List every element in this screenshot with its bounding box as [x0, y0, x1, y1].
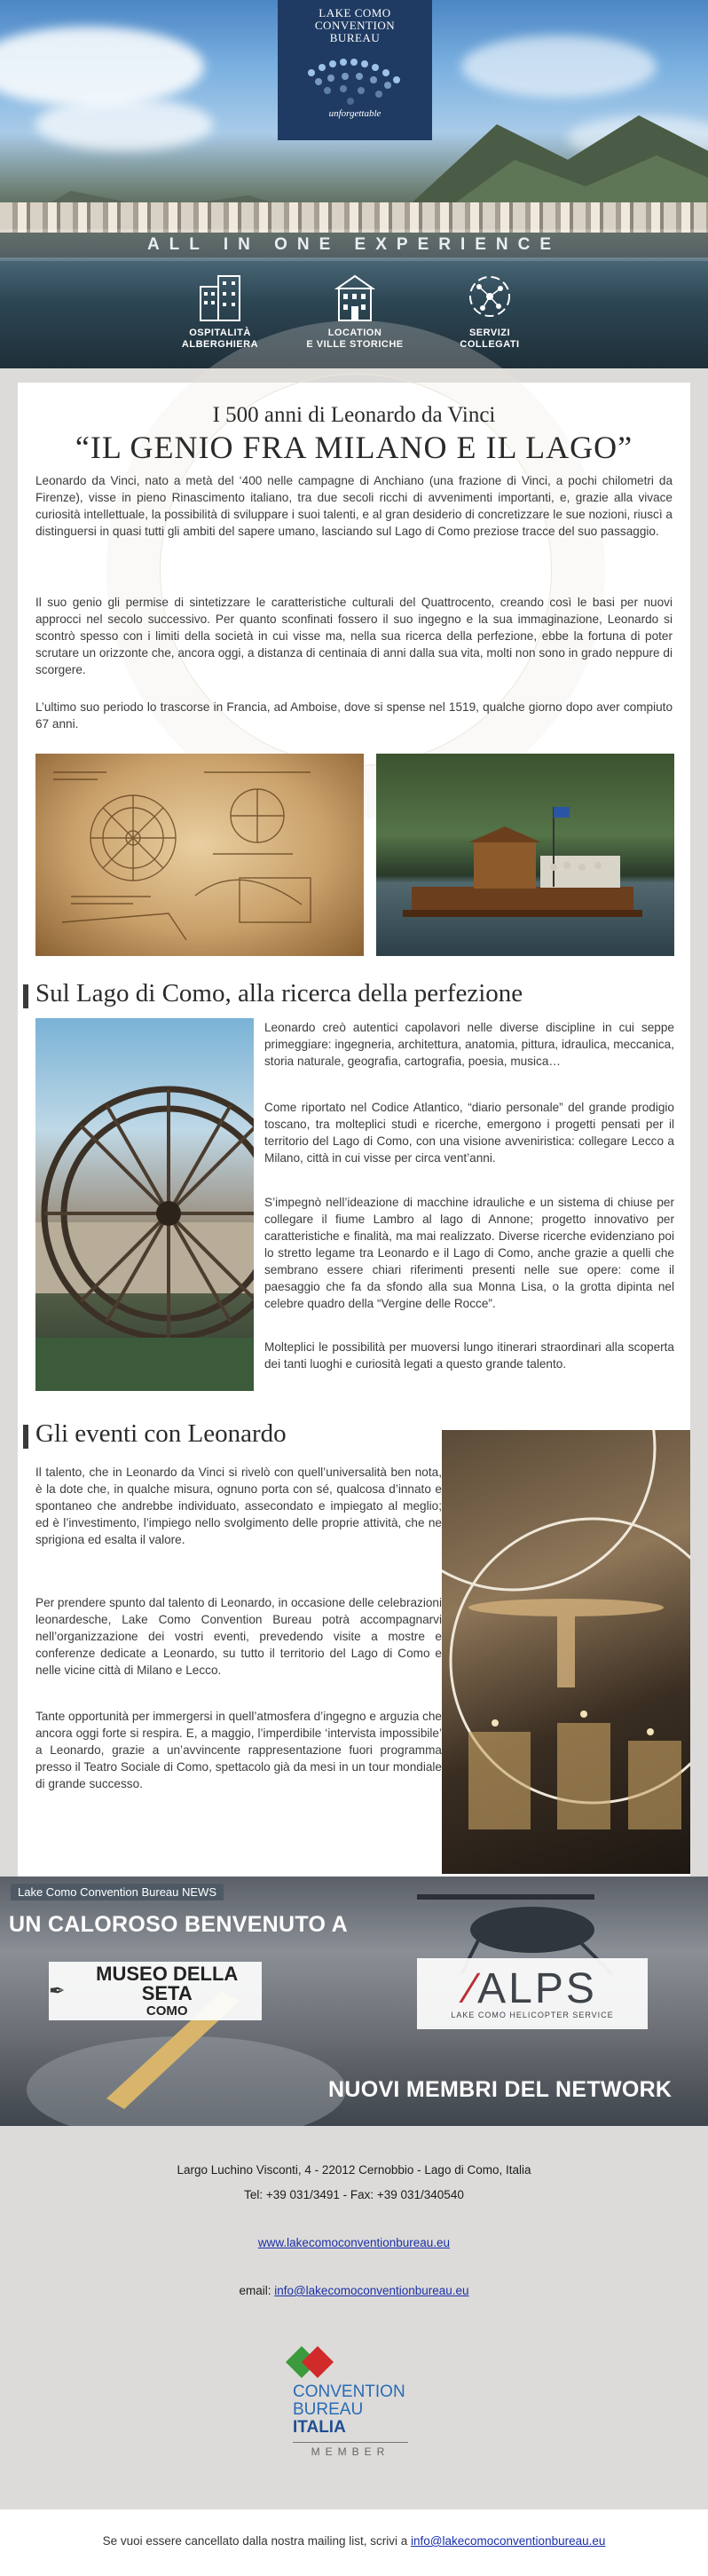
- intro-paragraph-1: Leonardo da Vinci, nato a metà del ‘400 nelle campagne di Anchiano (una frazione di Vinci, a pochi chilometri da Firenze), visse in pieno Rinascimento italiano, tra due secoli ricchi di avvenimenti importanti, e, grazie alla vivace curiosità intellettuale, la possibilità di sviluppare i suoi talenti, e al gran desiderio di concretizzare le sue nozioni, riuscì a distinguersi in quasi tutti gli ambiti del sapere umano, lasciando sul Lago di Como preziose tracce del suo passaggio.: [35, 474, 673, 538]
- service-location-line1: LOCATION: [327, 328, 382, 338]
- article-title: “IL GENIO FRA MILANO E IL LAGO”: [75, 430, 633, 465]
- ferry-boat-image: [376, 754, 674, 956]
- lake-como-cb-logo[interactable]: [278, 0, 432, 140]
- cbi-member-logo[interactable]: [282, 2343, 433, 2476]
- footer-email-link[interactable]: info@lakecomoconventionbureau.eu: [274, 2284, 469, 2297]
- unsubscribe-bar: [0, 2509, 708, 2576]
- logo-network-label: NETWORK: [324, 144, 386, 152]
- footer-email-label: email:: [239, 2284, 275, 2297]
- cbi-diamonds-icon: [282, 2343, 335, 2387]
- cbi-member-label: MEMBER: [293, 2442, 408, 2458]
- logo-line2: CONVENTION: [314, 19, 396, 32]
- logo-dots-icon: [306, 51, 404, 107]
- network-icon: [463, 271, 516, 322]
- intro-paragraph-2: Il suo genio gli permise di sintetizzare le caratteristiche culturali del Quattrocento, creando così le basi per nuovi approcci nel secolo successivo. Per quanto sconfinati fossero il suo ingegno e la sua immaginazione, Leonardo si scontrò spesso con i limiti della società in cui visse ma, nella sua ricerca della perfezione, ebbe la fortuna di poter scrutare un orizzonte che, ancora oggi, a distanza di centinaia di anni dalla sua vita, molti non sono in grado neppure di scorgere.: [35, 596, 673, 676]
- unsubscribe-text: Se vuoi essere cancellato dalla nostra mailing list, scrivi a: [102, 2534, 412, 2548]
- waterwheel-image: [35, 1018, 254, 1391]
- hotel-icon: [193, 271, 247, 322]
- article-kicker: I 500 anni di Leonardo da Vinci: [212, 403, 496, 427]
- section1-paragraph-4: Molteplici le possibilità per muoversi lungo itinerari straordinari alla scoperta dei tanti luoghi e curiosità legati a questo grande talento.: [264, 1340, 674, 1371]
- service-location[interactable]: [293, 271, 417, 351]
- logo-tagline: unforgettable: [328, 108, 382, 119]
- intro-paragraph-3: L’ultimo suo periodo lo trascorse in Francia, ad Amboise, dove si spense nel 1519, qualche giorno dopo aver compiuto 67 anni.: [35, 700, 673, 731]
- footer-phone: Tel: +39 031/3491 - Fax: +39 031/340540: [244, 2188, 464, 2201]
- museo-seta-logo[interactable]: [49, 1962, 262, 2020]
- codex-sketch-image: [35, 754, 364, 956]
- news-new-members-headline: NUOVI MEMBRI DEL NETWORK: [328, 2077, 673, 2102]
- news-banner[interactable]: [0, 1877, 708, 2126]
- section1-paragraph-3: S’impegnò nell’ideazione di macchine idrauliche e un sistema di chiuse per collegare il fiume Lambro al lago di Annone; progetto innovativo per caratteristiche e finalità, ma mai realizzato. Diverse ricerche evidenziano poi lo stretto legame tra Leonardo e il Lago di Como, anche grazie a quelli che sembrano essere chiari riferimenti presenti nelle sue opere: come il paesaggio che fa da sfondo alla sua Monna Lisa, o la grotta dipinta nel celebre quadro della “Vergine delle Rocce”.: [264, 1196, 674, 1310]
- experience-banner: [0, 229, 708, 261]
- logo-line1: LAKE COMO: [319, 6, 391, 20]
- service-network[interactable]: [428, 271, 552, 351]
- service-hotel-line1: OSPITALITÀ: [189, 328, 251, 338]
- unsubscribe-email-link[interactable]: info@lakecomoconventionbureau.eu: [411, 2534, 606, 2548]
- cbi-line1: CONVENTION: [293, 2382, 405, 2401]
- quill-icon: ✒: [49, 1979, 66, 2002]
- article-card: [18, 383, 690, 1877]
- footer-address: Largo Luchino Visconti, 4 - 22012 Cernobbio - Lago di Como, Italia: [177, 2163, 531, 2177]
- museo-seta-name: MUSEO DELLA SETA: [96, 1962, 239, 2004]
- alps-logo[interactable]: [417, 1958, 648, 2029]
- museo-seta-city: COMO: [146, 2003, 188, 2019]
- section1-title: Sul Lago di Como, alla ricerca della perfezione: [23, 979, 523, 1008]
- experience-banner-text: ALL IN ONE EXPERIENCE: [146, 235, 562, 254]
- logo-line3: BUREAU: [329, 31, 381, 44]
- service-hotel-line2: ALBERGHIERA: [181, 339, 259, 350]
- section2-paragraph-2: Per prendere spunto dal talento di Leonardo, in occasione delle celebrazioni leonardesche, Lake Como Convention Bureau potrà accompagnarvi nell’organizzazione dei vostri eventi, prevedendo visite a mostre e conferenze dedicate a Leonardo, su tutto il territorio del Lago di Como e nelle vicine città di Milano e Lecco.: [35, 1596, 442, 1677]
- alps-subtitle: LAKE COMO HELICOPTER SERVICE: [451, 2011, 614, 2019]
- section1-paragraph-1: Leonardo creò autentici capolavori nelle diverse discipline in cui seppe primeggiare: ingegneria, architettura, anatomia, pittura, idraulica, meccanica, storia naturale, geografia, cartografia, poesia, musica…: [264, 1021, 674, 1068]
- news-label: Lake Como Convention Bureau NEWS: [11, 1884, 224, 1900]
- footer-website-link[interactable]: www.lakecomoconventionbureau.eu: [257, 2236, 451, 2249]
- service-hotel[interactable]: [158, 271, 282, 351]
- section2-paragraph-1: Il talento, che in Leonardo da Vinci si rivelò con quell’universalità ben nota, è la dote che, in qualche misura, ognuno porta con sé, qualcosa d’innato e spontaneo che andrebbe individuato, assecondato e impiegato al meglio; ed è l’investimento, l’impiego nello svolgimento delle proprie attività, che ne sprigiona ed esalta il valore.: [35, 1466, 442, 1546]
- alps-name: ⁄ALPS: [468, 1965, 597, 2012]
- service-network-line1: SERVIZI: [468, 328, 511, 338]
- cbi-line2: BUREAU: [293, 2400, 364, 2419]
- cbi-line3: ITALIA: [293, 2418, 346, 2437]
- lakeside-town-graphic: [0, 202, 708, 233]
- museum-exhibit-image: [442, 1430, 690, 1874]
- villa-icon: [328, 271, 382, 322]
- service-network-line2: COLLEGATI: [460, 339, 520, 350]
- section2-title: Gli eventi con Leonardo: [23, 1419, 287, 1449]
- news-welcome-headline: UN CALOROSO BENVENUTO A: [9, 1912, 348, 1937]
- section2-paragraph-3: Tante opportunità per immergersi in quell’atmosfera d’ingegno e arguzia che ancora oggi forte si respira. E, a maggio, l’imperdibile ‘intervista impossibile’ a Leonardo, grazie a un’avvincente rappresentazione fuori programma presso il Teatro Sociale di Como, spettacolo già da mesi in un tour mondiale di grande successo.: [35, 1710, 442, 1790]
- footer: [0, 2126, 708, 2509]
- footer-email-line: [0, 2284, 708, 2297]
- section1-paragraph-2: Come riportato nel Codice Atlantico, “diario personale” del grande prodigio toscano, tra molteplici studi e ricerche, emergono i progetti pensati per il territorio del Lago di Como, con una visione avveniristica: collegare Lecco a Milano, città in cui visse per circa vent’anni.: [264, 1101, 674, 1165]
- service-location-line2: E VILLE STORICHE: [306, 339, 404, 350]
- hero-header: [0, 0, 708, 368]
